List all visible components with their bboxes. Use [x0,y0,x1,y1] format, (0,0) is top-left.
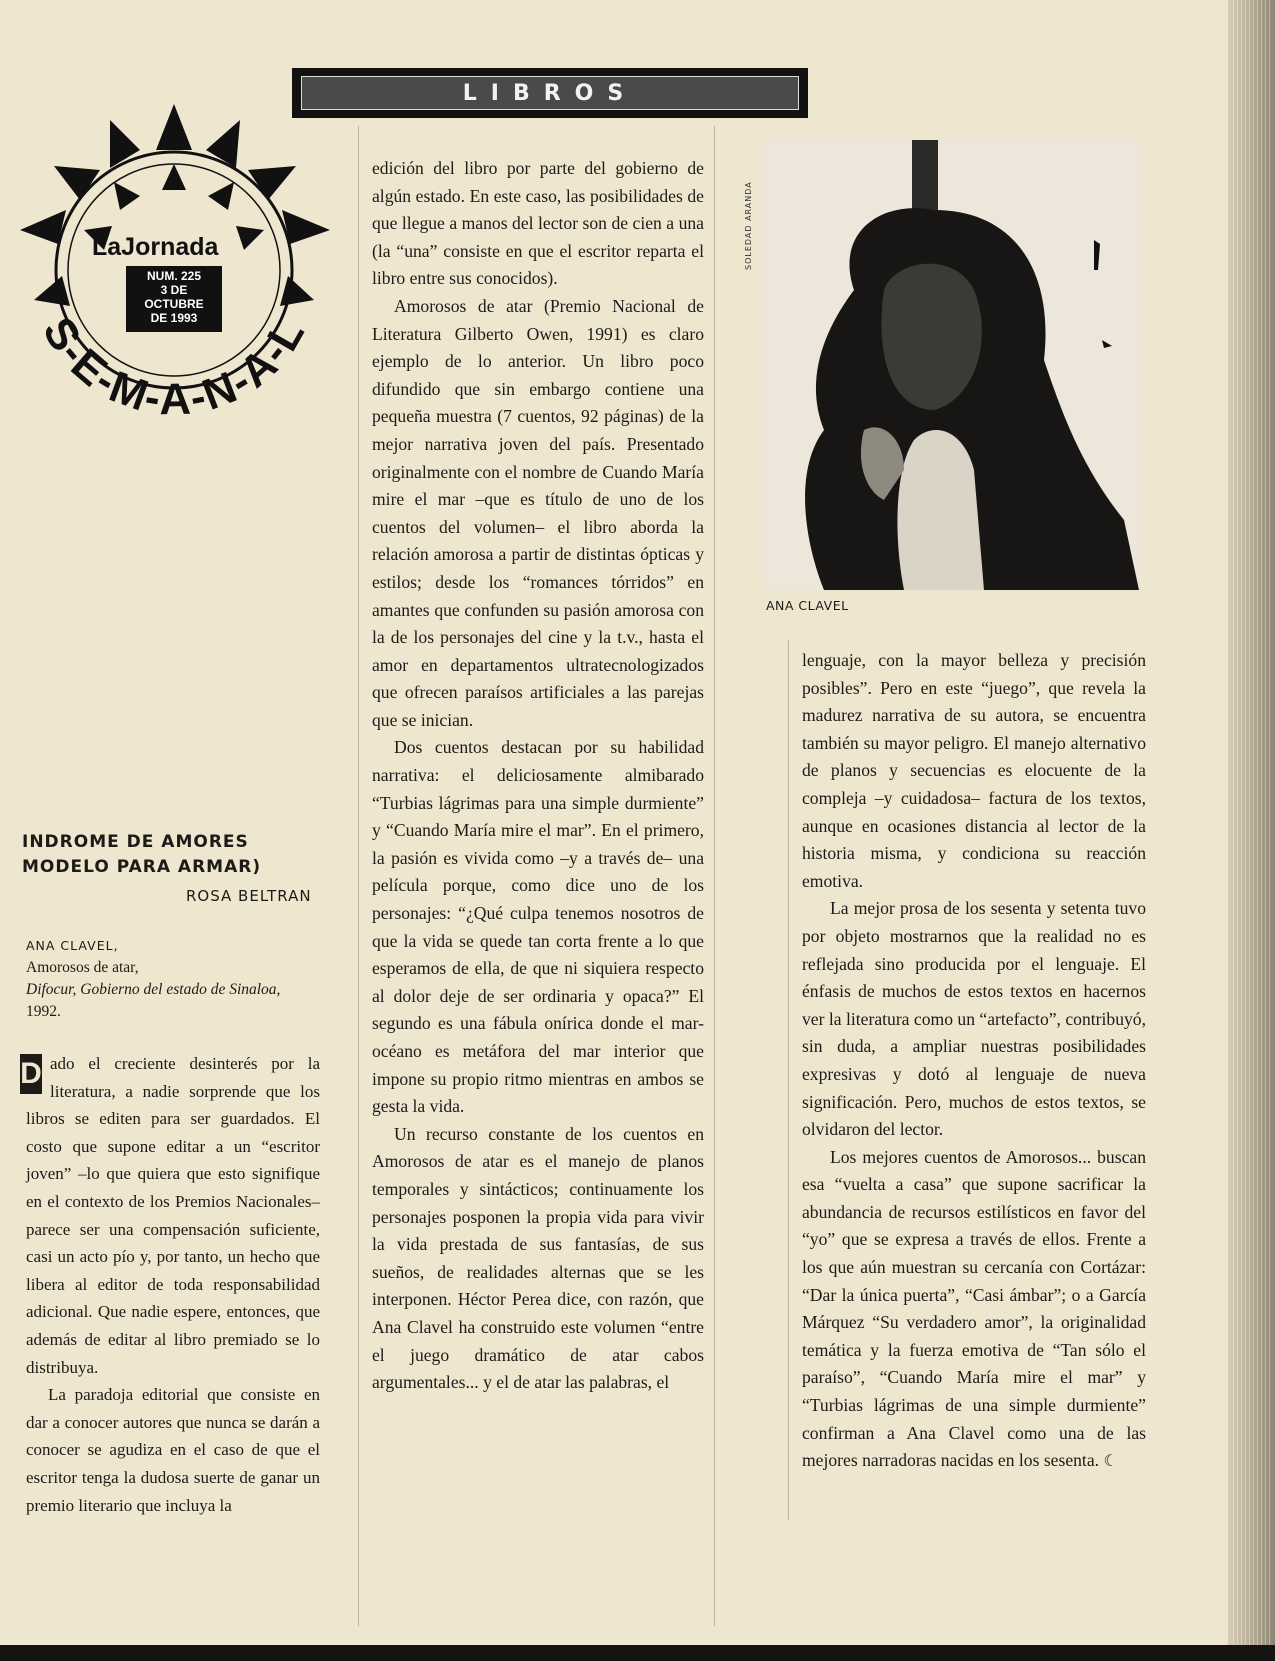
author-portrait-image [764,140,1139,590]
bottom-shadow [0,1645,1275,1661]
section-banner-inner [301,76,799,110]
paragraph: La paradoja editorial que consiste en dar a conocer autores que nunca se darán a conocer se agudiza en el caso de que el escritor tenga la dudosa suerte de ganar un premio literario que incluya la [26,1385,320,1515]
article-headline [22,830,322,880]
photo-caption: ANA CLAVEL [766,598,849,613]
logo-brand: LaJornada [92,233,219,261]
article-column-2 [372,155,704,1397]
book-reference [26,935,326,1023]
paragraph: Los mejores cuentos de Amorosos... buscan esa “vuelta a casa” que supone sacrificar la abundancia de recursos estilísticos en favor del “yo” que se expresa a través de ellos. Frente a los que aún muestran su cercanía con Cortázar: “Dar la única puerta”, “Casi ámbar”; o a García Márquez “Su verdadero amor”, la originalidad temática y la fuerza emotiva de “Tan sólo el paraíso”, “Cuando María mire el mar” y “Turbias lágrimas de una simple durmiente” confirman a Ana Clavel como una de las mejores narradoras nacidas en los sesenta. ☾ [802,1146,1146,1471]
clipping-edge [358,126,359,1626]
paragraph: lenguaje, con la mayor belleza y precisión posibles”. Pero en este “juego”, que revela la madurez narrativa de su autora, se encuentra también su mayor peligro. El manejo alternativo de planos y secuencias es elocuente de la compleja –y cuidadosa– factura de los textos, aunque en ocasiones distancia al lector de la historia misma, y condiciona su reacción emotiva. [802,650,1146,891]
issue-day: 3 DE [160,283,188,297]
end-mark-icon: ☾ [1103,1451,1118,1471]
issue-number: NUM. 225 [146,269,202,283]
book-year: 1992. [26,1003,61,1020]
issue-year: DE 1993 [150,311,198,325]
paragraph: D ado el creciente desinterés por la literatura, a nadie sorprende que los libros se editen para ser guardados. El costo que supone editar a un “escritor joven” –lo que quiera que esto signifique en el contexto de los Premios Nacionales– parece ser una compensación suficiente, casi un acto pío y, por tanto, un hecho que libera al editor de toda responsabilidad adicional. Que nadie espere, entonces, que además de editar al libro premiado se lo distribuya. [20,1054,320,1377]
headline-line-1: INDROME DE AMORES [22,832,249,852]
semanal-wordmark: S-E-M-A-N-A-L [33,309,315,425]
book-page-edge [1228,0,1275,1661]
photo-credit: SOLEDAD ARANDA [744,181,753,270]
author-photo [764,140,1139,590]
issue-month: OCTUBRE [144,297,204,311]
paragraph: edición del libro por parte del gobierno de algún estado. En este caso, las posibilidades de que llegue a manos del lector son de cien a una (la “una” consiste en que el escritor reparta el libro entre sus conocidos). [372,158,704,289]
clipping-edge [788,640,789,1520]
article-column-1 [20,1050,320,1519]
section-banner [292,68,808,118]
article-column-3 [802,647,1146,1475]
book-title: Amorosos de atar, [26,959,139,976]
clipping-edge [714,126,715,1626]
book-publisher: Difocur, Gobierno del estado de Sinaloa, [26,981,281,998]
article-author: ROSA BELTRAN [186,887,312,905]
drop-cap: D [20,1054,42,1094]
paragraph: La mejor prosa de los sesenta y setenta tuvo por objeto mostrarnos que la realidad no es reflejada sino producida por el lenguaje. El énfasis de muchos de estos textos en hacernos ver la literatura como un “artefacto”, contribuyó, sin duda, a ampliar nuestras posibilidades expresivas y dotó al lenguaje de nueva significación. Pero, muchos de estos textos, se olvidaron del lector. [802,898,1146,1140]
book-author: ANA CLAVEL, [26,938,119,953]
paragraph: Un recurso constante de los cuentos en Amorosos de atar es el manejo de planos temporales y sintácticos; continuamente los personajes posponen la propia vida para vivir la vida prestada de sus fantasías, de sus sueños, de realidades alternas que se les interponen. Héctor Perea dice, con razón, que Ana Clavel ha construido este volumen “entre el juego dramático de atar cabos argumentales... y el de atar las palabras, el [372,1123,704,1393]
headline-line-2: MODELO PARA ARMAR) [22,857,262,877]
section-title: LIBROS [462,80,638,106]
paragraph: Dos cuentos destacan por su habilidad narrativa: el deliciosamente almibarado “Turbias lágrimas para una simple durmiente” y “Cuando María mire el mar”. En el primero, la pasión es vivida como –y a través de– una película porque, como dice uno de los personajes: “¿Qué culpa tenemos nosotros de que la vida se quede tan corta frente a lo que esperamos de ella, de que ni siquiera respecto al dolor deje de ser ordinaria y opaca?” El segundo es una fábula onírica donde el mar-océano es metáfora del mar interior que impone su propio ritmo mientras en ambos se gesta la vida. [372,737,704,1117]
la-jornada-semanal-logo [14,100,350,470]
paragraph: Amorosos de atar (Premio Nacional de Literatura Gilberto Owen, 1991) es claro ejemplo de lo anterior. Un libro poco difundido que sin embargo contiene una pequeña muestra (7 cuentos, 92 páginas) de la mejor narrativa joven del país. Presentado originalmente con el nombre de Cuando María mire el mar –que es título de uno de los cuentos del volumen– el libro aborda la relación amorosa a partir de distintas ópticas y estilos; desde los “romances tórridos” en amantes que confunden su pasión amorosa con la de los personajes del cine y la t.v., hasta el amor en departamentos ultratecnologizados que ofrecen paraísos artificiales a las parejas que se inician. [372,295,704,730]
